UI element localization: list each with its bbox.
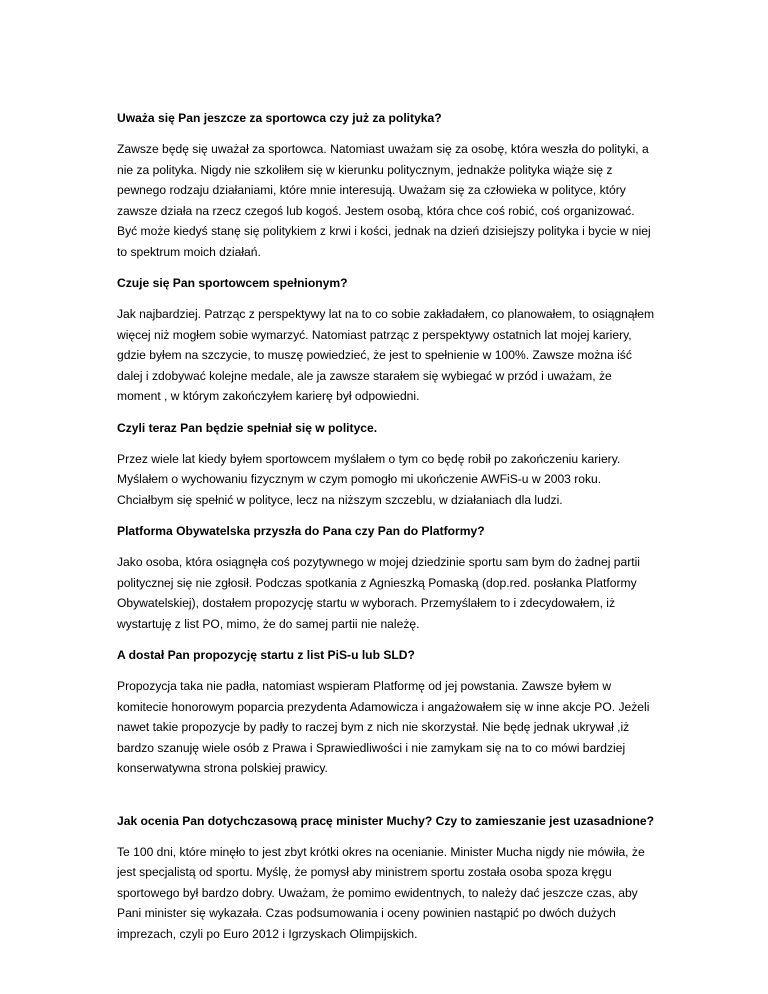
answer-1: Zawsze będę się uważał za sportowca. Natomiast uważam się za osobę, która weszła do polityki, a nie za polityka. Nigdy nie szkoliłem się w kierunku politycznym, jednakże polityka wiąże się z pewnego rodzaju działaniami, które mnie interesują. Uważam się za człowieka w polityce, który zawsze działa na rzecz czegoś lub kogoś. Jestem osobą, która chce coś robić, coś organizować. Być może kiedyś stanę się politykiem z krwi i kości, jednak na dzień dzisiejszy polityka i bycie w niej to spektrum moich działań. [117,142,651,259]
question-3: Czyli teraz Pan będzie spełniał się w polityce. [117,420,378,435]
question-5: A dostał Pan propozycję startu z list PiS-u lub SLD? [117,648,415,662]
question-4: Platforma Obywatelska przyszła do Pana czy Pan do Platformy? [117,524,485,538]
answer-4: Jako osoba, która osiągnęła coś pozytywnego w mojej dziedzinie sportu sam bym do żadnej partii politycznej się nie zgłosił. Podczas spotkania z Agnieszką Pomaską (dop.red. posłanka Platformy Obywatelskiej), dostałem propozycję startu w wyborach. Przemyślałem to i zdecydowałem, iż wystartuję z list PO, mimo, że do samej partii nie należę. [117,555,640,631]
answer-2: Jak najbardziej. Patrząc z perspektywy lat na to co sobie zakładałem, co planowałem, to osiągnąłem więcej niż mogłem sobie wymarzyć. Natomiast patrząc z perspektywy ostatnich lat mojej kariery, gdzie byłem na szczycie, to muszę powiedzieć, że jest to spełnienie w 100%. Zawsze można iść dalej i zdobywać kolejne medale, ale ja zawsze starałem się wybiegać w przód i uważam, że moment , w którym zakończyłem karierę był odpowiedni. [117,307,655,403]
answer-6: Te 100 dni, które minęło to jest zbyt krótki okres na ocenianie. Minister Mucha nigdy nie mówiła, że jest specjalistą od sportu. Myślę, że pomysł aby ministrem sportu została osoba spoza kręgu sportowego był bardzo dobry. Uważam, że pomimo ewidentnych, to należy dać jeszcze czas, aby Pani minister się wykazała. Czas podsumowania i oceny powinien nastąpić po dwóch dużych imprezach, czyli po Euro 2012 i Igrzyskach Olimpijskich. [117,844,645,941]
paragraph-spacer [117,790,657,811]
question-1: Uważa się Pan jeszcze za sportowca czy już za polityka? [117,111,442,125]
question-6: Jak ocenia Pan dotychczasową pracę minister Muchy? Czy to zamieszanie jest uzasadnione? [117,813,655,828]
answer-3: Przez wiele lat kiedy byłem sportowcem myślałem o tym co będę robił po zakończeniu kariery. Myślałem o wychowaniu fizycznym w czym pomogło mi ukończenie AWFiS-u w 2003 roku. Chciałbym się spełnić w polityce, lecz na niższym szczeblu, w działaniach dla ludzi. [117,451,621,507]
answer-5: Propozycja taka nie padła, natomiast wspieram Platformę od jej powstania. Zawsze byłem w komitecie honorowym poparcia prezydenta Adamowicza i angażowałem się w inne akcje PO. Jeżeli nawet takie propozycje by padły to raczej bym z nich nie skorzystał. Nie będę jednak ukrywał ,iż bardzo szanuję wiele osób z Prawa i Sprawiedliwości i nie zamykam się na to co mówi bardziej konserwatywna strona polskiej prawicy. [117,679,650,775]
document-page [117,108,657,955]
question-2: Czuje się Pan sportowcem spełnionym? [117,276,348,290]
